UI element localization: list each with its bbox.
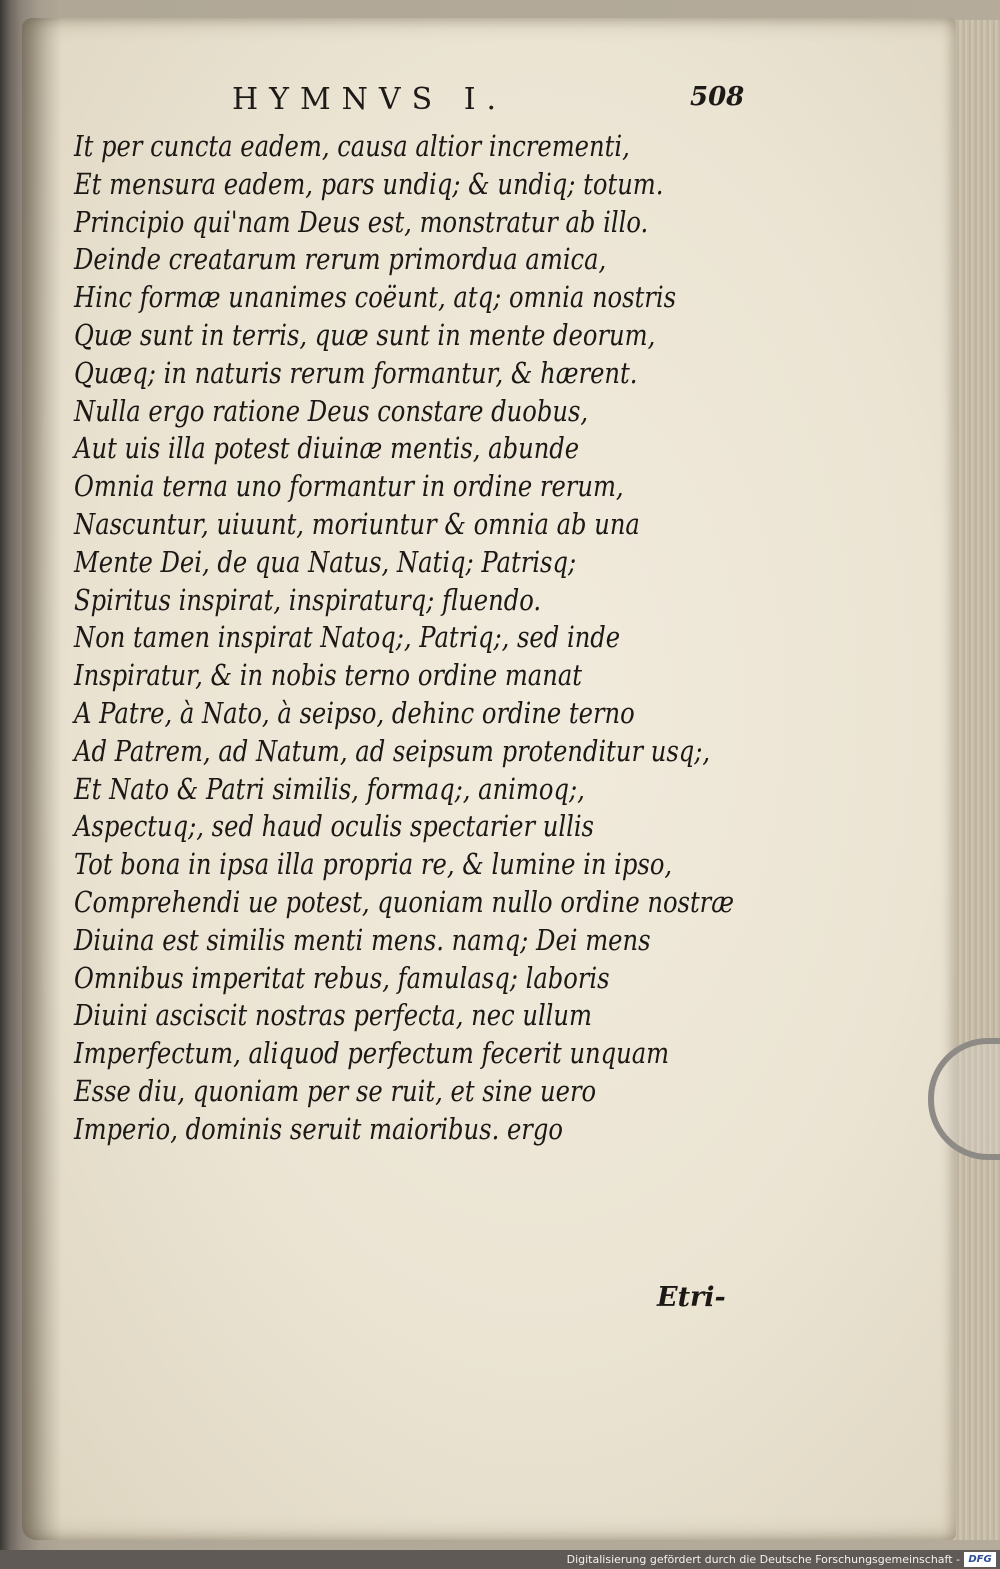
- verse-line: A Patre, à Nato, à seipso, dehinc ordine terno: [74, 695, 635, 730]
- verse-line: Ad Patrem, ad Natum, ad seipsum protenditur usq;,: [74, 733, 711, 768]
- verse-line: Non tamen inspirat Natoq;, Patriq;, sed inde: [74, 620, 621, 655]
- verse-line: Et mensura eadem, pars undiq; & undiq; totum.: [74, 166, 664, 201]
- page-edges: [950, 20, 1000, 1540]
- verse-line: Quæ sunt in terris, quæ sunt in mente deorum,: [74, 317, 656, 352]
- verse-line: Tot bona in ipsa illa propria re, & lumine in ipso,: [74, 847, 673, 882]
- catchword: Etri-: [657, 1282, 726, 1313]
- verse-line: Comprehendi ue potest, quoniam nullo ordine nostræ: [74, 884, 735, 919]
- verse-line: Omnia terna uno formantur in ordine rerum,: [74, 469, 624, 504]
- verse-line: Imperfectum, aliquod perfectum fecerit unquam: [74, 1036, 670, 1071]
- verse-line: Spiritus inspirat, inspiraturq; fluendo.: [74, 582, 542, 617]
- verse-line: Deinde creatarum rerum primordua amica,: [74, 242, 607, 277]
- verse-line: Nulla ergo ratione Deus constare duobus,: [74, 393, 589, 428]
- verse-line: Aut uis illa potest diuinæ mentis, abunde: [74, 431, 580, 466]
- verse-line: Diuina est similis menti mens. namq; Dei mens: [74, 922, 651, 957]
- page-number: 508: [690, 82, 745, 112]
- verse-line: Nascuntur, uiuunt, moriuntur & omnia ab una: [74, 506, 640, 541]
- verse-line: Imperio, dominis seruit maioribus. ergo: [74, 1111, 563, 1146]
- verse-line: Quæq; in naturis rerum formantur, & hærent.: [74, 355, 638, 390]
- verse-block: [74, 128, 864, 1149]
- running-head: HYMNVS I.: [232, 82, 508, 117]
- gutter-shadow: [22, 18, 62, 1540]
- dfg-logo: DFG: [964, 1552, 996, 1567]
- verse-line: Inspiratur, & in nobis terno ordine manat: [74, 658, 583, 693]
- funding-credit: Digitalisierung gefördert durch die Deutsche Forschungsgemeinschaft -: [566, 1553, 960, 1566]
- verse-line: It per cuncta eadem, causa altior incrementi,: [74, 129, 630, 163]
- verse-line: Hinc formæ unanimes coëunt, atq; omnia nostris: [74, 280, 677, 315]
- verse-line: Mente Dei, de qua Natus, Natiq; Patrisq;: [74, 544, 577, 579]
- verse-line: Diuini asciscit nostras perfecta, nec ullum: [74, 998, 592, 1033]
- verse-line: Esse diu, quoniam per se ruit, et sine uero: [74, 1073, 597, 1108]
- verse-line: Principio qui'nam Deus est, monstratur ab illo.: [74, 204, 649, 239]
- verse-line: Aspectuq;, sed haud oculis spectarier ullis: [74, 809, 594, 844]
- verse-line: Et Nato & Patri similis, formaq;, animoq;,: [74, 771, 585, 806]
- verse-line: Omnibus imperitat rebus, famulasq; laboris: [74, 960, 610, 995]
